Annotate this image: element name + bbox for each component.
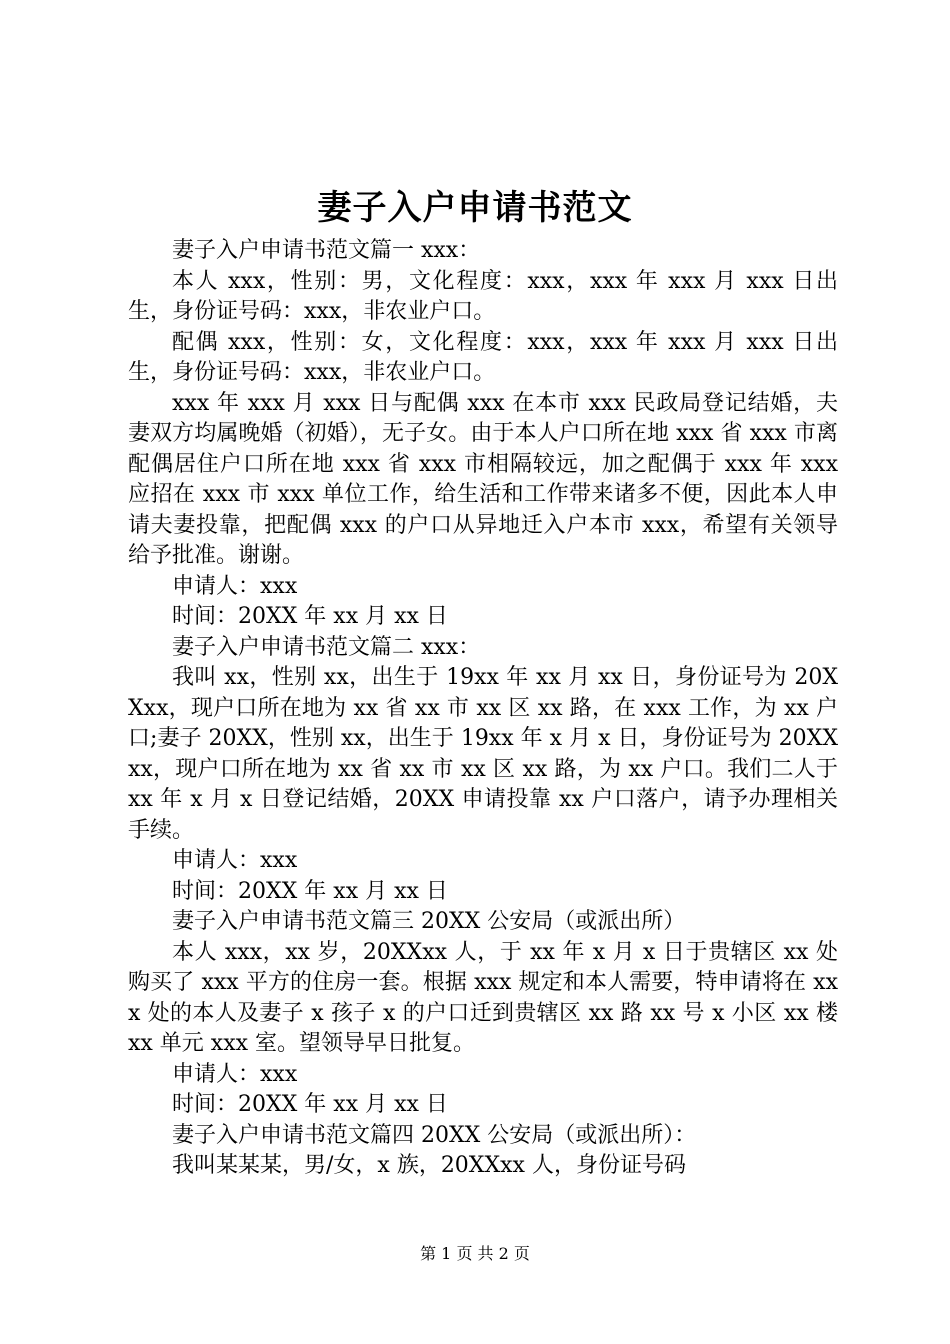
document-title: 妻子入户申请书范文: [317, 188, 633, 228]
page-footer: 第 1 页 共 2 页: [420, 1244, 530, 1263]
paragraph: 申请人：xxx: [172, 848, 298, 873]
paragraph: 申请人：xxx: [172, 573, 298, 599]
paragraph: 本人 xxx，性别：男，文化程度：xxx，xxx 年 xxx 月 xxx 日出生，身份证号码：xxx，非农业户口。: [128, 268, 838, 324]
paragraph: 配偶 xxx，性别：女，文化程度：xxx，xxx 年 xxx 月 xxx 日出生，身份证号码：xxx，非农业户口。: [128, 329, 838, 385]
document-body: [128, 236, 838, 1182]
paragraph: 妻子入户申请书范文篇二 xxx：: [172, 634, 481, 660]
paragraph: 妻子入户申请书范文篇三 20XX 公安局（或派出所）: [172, 909, 686, 934]
paragraph: 时间：20XX 年 xx 月 xx 日: [172, 878, 448, 904]
paragraph: 妻子入户申请书范文篇四 20XX 公安局（或派出所）：: [172, 1122, 697, 1148]
paragraph: 申请人：xxx: [172, 1061, 298, 1087]
paragraph: xxx 年 xxx 月 xxx 日与配偶 xxx 在本市 xxx 民政局登记结婚，夫妻双方均属晚婚（初婚），无子女。由于本人户口所在地 xxx 省 xxx 市离配偶居住户口所在地 xxx 省 xxx 市相隔较远，加之配偶于 xxx 年 xxx 应招在 xxx 市 xxx 单位工作，给生活和工作带来诸多不便，因此本人申请夫妻投靠，把配偶 xxx 的户口从异地迁入户本市 xxx，希望有关领导给予批准。谢谢。: [128, 390, 838, 568]
paragraph: 本人 xxx，xx 岁，20XXxx 人，于 xx 年 x 月 x 日于贵辖区 xx 处购买了 xxx 平方的住房一套。根据 xxx 规定和本人需要，特申请将在 xxx 处的本人及妻子 x 孩子 x 的户口迁到贵辖区 xx 路 xx 号 x 小区 xx 楼 xx 单元 xxx 室。望领导早日批复。: [128, 939, 838, 1056]
paragraph: 时间：20XX 年 xx 月 xx 日: [172, 604, 448, 629]
paragraph: 我叫某某某，男/女，x 族，20XXxx 人，身份证号码: [172, 1153, 686, 1178]
paragraph: 妻子入户申请书范文篇一 xxx：: [172, 238, 481, 263]
paragraph: 时间：20XX 年 xx 月 xx 日: [172, 1092, 448, 1117]
paragraph: 我叫 xx，性别 xx，出生于 19xx 年 xx 月 xx 日，身份证号为 20XXxx，现户口所在地为 xx 省 xx 市 xx 区 xx 路，在 xxx 工作，为 xx 户口;妻子 20XX，性别 xx，出生于 19xx 年 x 月 x 日，身份证号为 20XXxx，现户口所在地为 xx 省 xx 市 xx 区 xx 路，为 xx 户口。我们二人于 xx 年 x 月 x 日登记结婚，20XX 申请投靠 xx 户口落户，请予办理相关手续。: [128, 665, 838, 843]
